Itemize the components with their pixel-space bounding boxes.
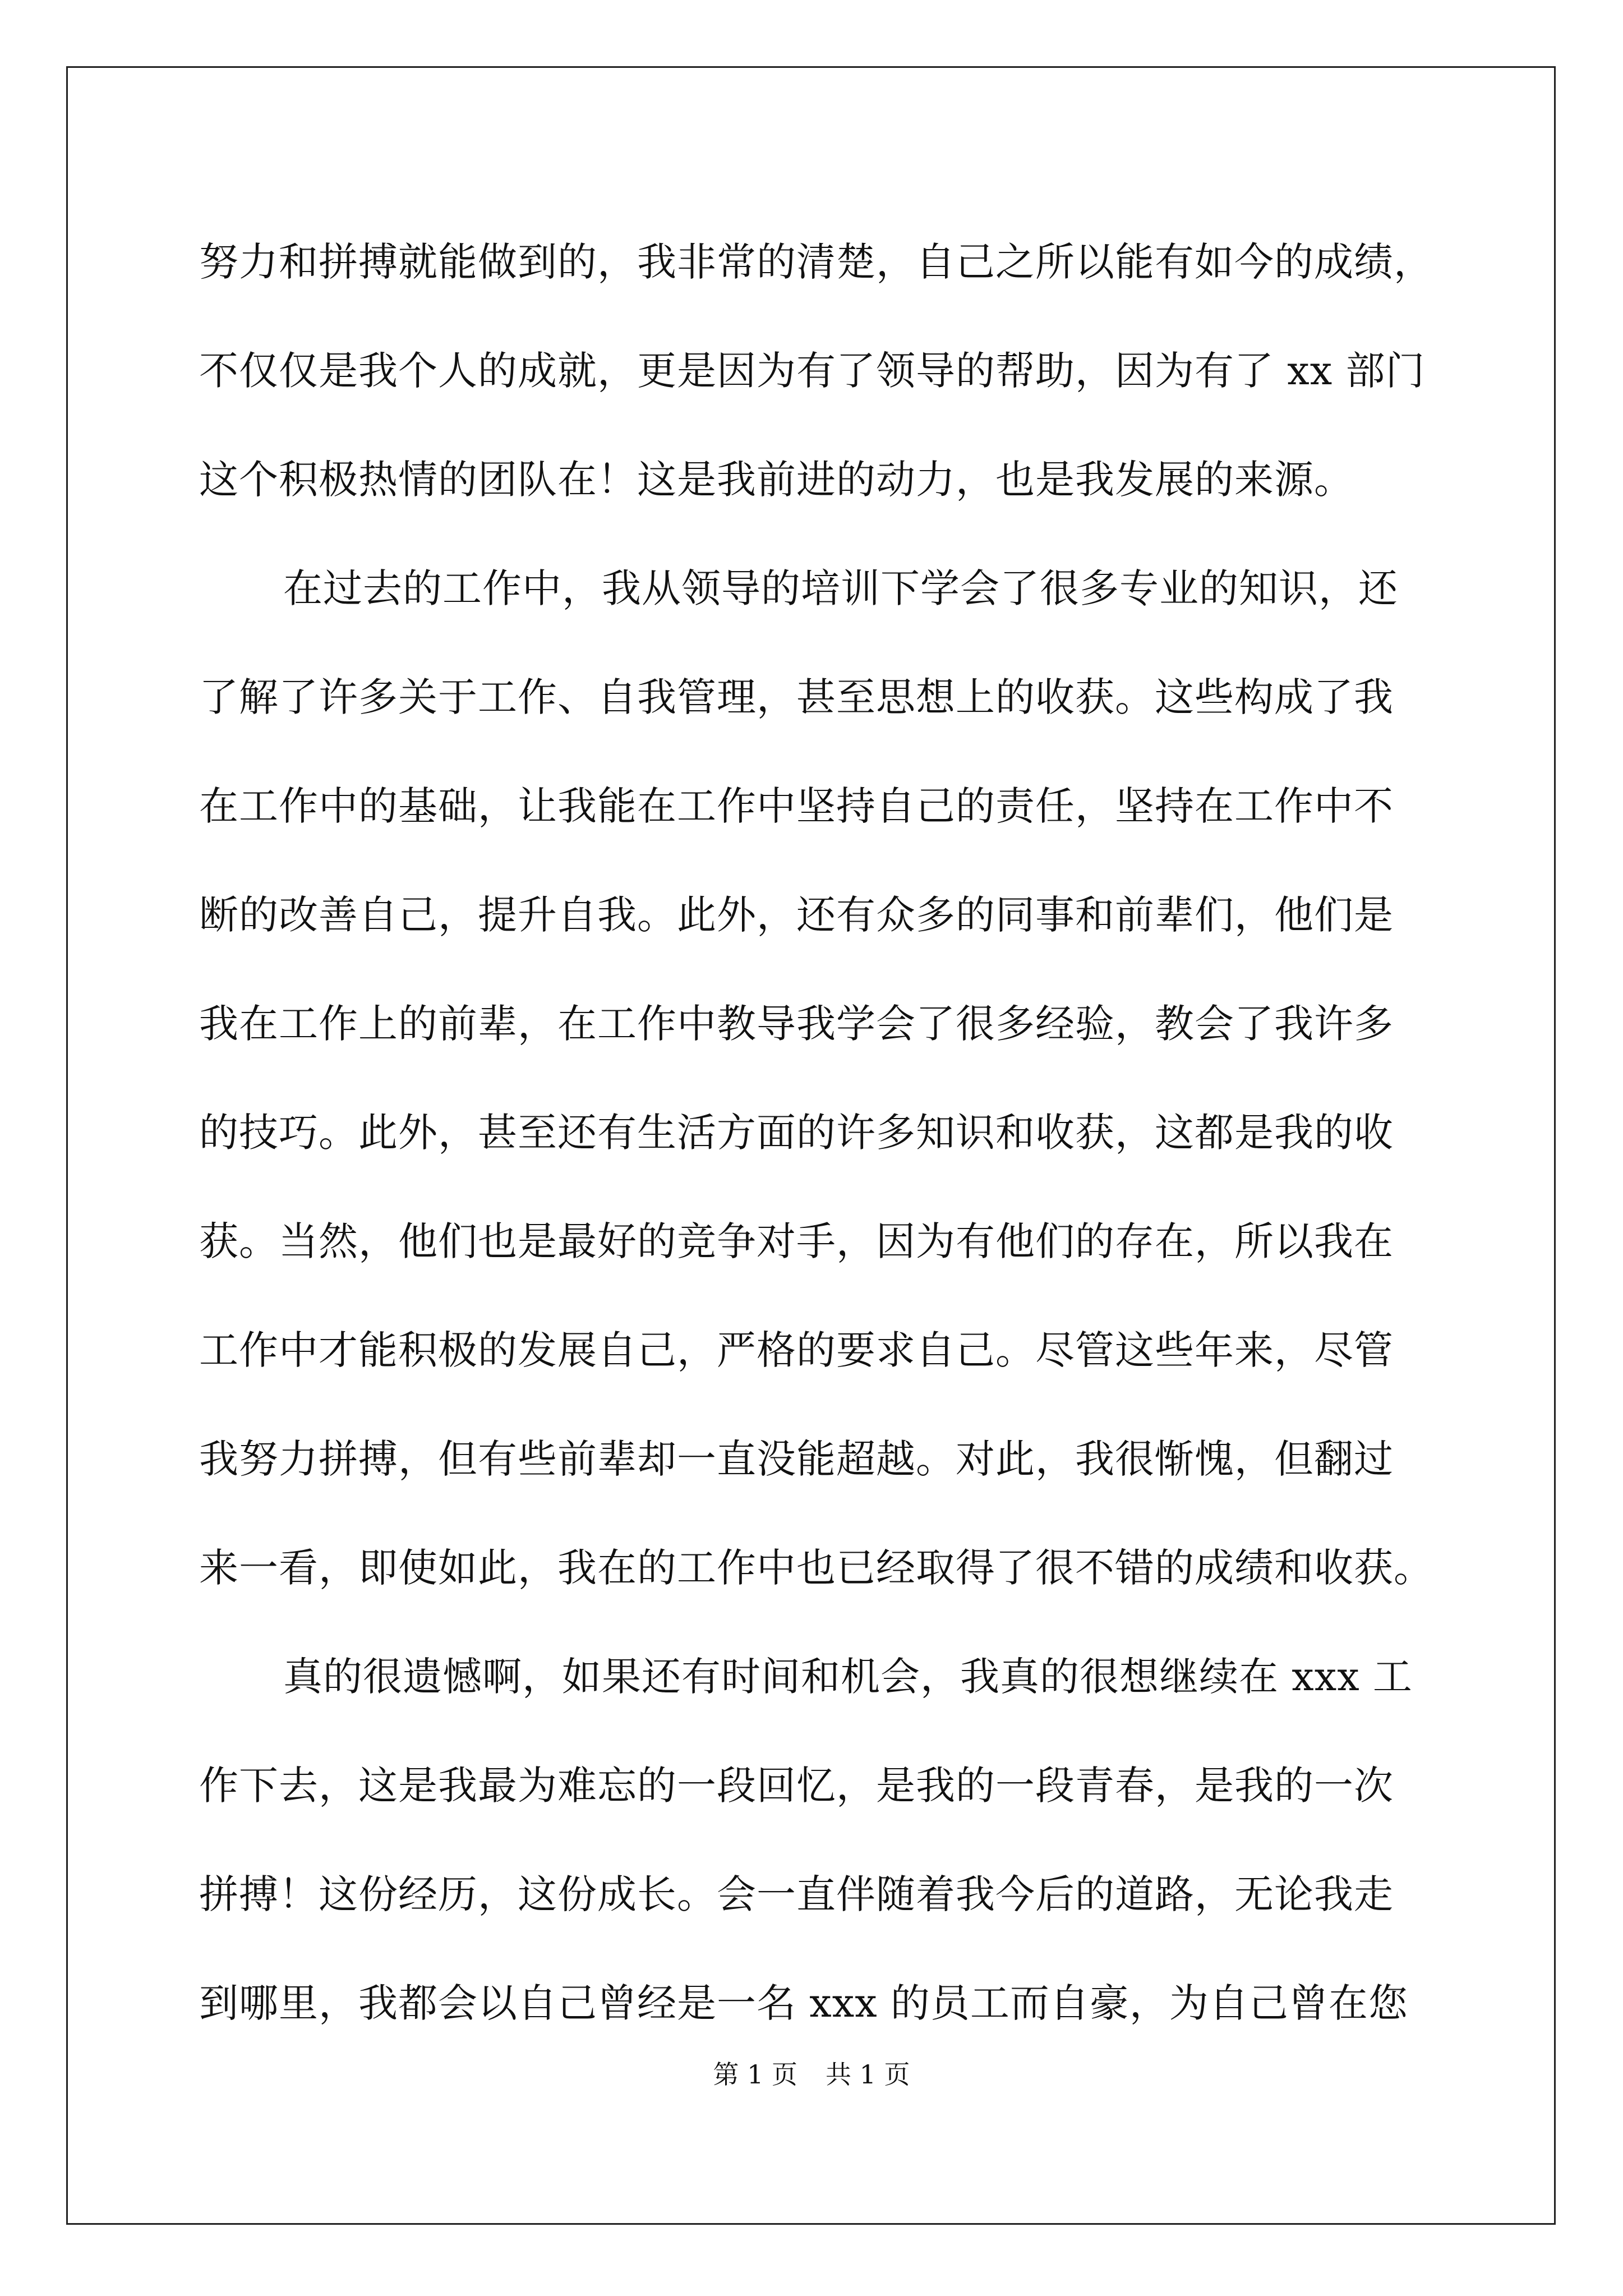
text-line: 工作中才能积极的发展自己，严格的要求自己。尽管这些年来，尽管 [199, 1327, 1394, 1373]
page-number: 第 1 页 [713, 2059, 797, 2090]
text-line: 到哪里，我都会以自己曾经是一名 xxx 的员工而自豪，为自己曾在您 [199, 1980, 1408, 2026]
text-line: 了解了许多关于工作、自我管理，甚至思想上的收获。这些构成了我 [199, 674, 1394, 720]
text-line: 拼搏！这份经历，这份成长。会一直伴随着我今后的道路，无论我走 [199, 1871, 1394, 1917]
text-line: 我努力拼搏，但有些前辈却一直没能超越。对此，我很惭愧，但翻过 [199, 1436, 1394, 1482]
page-total: 共 1 页 [826, 2059, 910, 2090]
text-line: 不仅仅是我个人的成就，更是因为有了领导的帮助，因为有了 xx 部门 [199, 348, 1426, 394]
text-line: 这个积极热情的团队在！这是我前进的动力，也是我发展的来源。 [199, 457, 1354, 503]
text-line: 获。当然，他们也是最好的竞争对手，因为有他们的存在，所以我在 [199, 1218, 1394, 1264]
text-line: 真的很遗憾啊，如果还有时间和机会，我真的很想继续在 xxx 工 [283, 1654, 1413, 1700]
document-body [199, 208, 1433, 2058]
text-line: 努力和拼搏就能做到的，我非常的清楚，自己之所以能有如今的成绩， [199, 239, 1433, 285]
text-line: 我在工作上的前辈，在工作中教导我学会了很多经验，教会了我许多 [199, 1001, 1394, 1047]
text-line: 在过去的工作中，我从领导的培训下学会了很多专业的知识，还 [283, 565, 1398, 611]
text-line: 断的改善自己，提升自我。此外，还有众多的同事和前辈们，他们是 [199, 892, 1394, 938]
text-line: 在工作中的基础，让我能在工作中坚持自己的责任，坚持在工作中不 [199, 783, 1394, 829]
text-line: 的技巧。此外，甚至还有生活方面的许多知识和收获，这都是我的收 [199, 1110, 1394, 1156]
text-line: 作下去，这是我最为难忘的一段回忆，是我的一段青春，是我的一次 [199, 1763, 1394, 1809]
text-line: 来一看，即使如此，我在的工作中也已经取得了很不错的成绩和收获。 [199, 1545, 1433, 1591]
page-footer [0, 2058, 1623, 2091]
